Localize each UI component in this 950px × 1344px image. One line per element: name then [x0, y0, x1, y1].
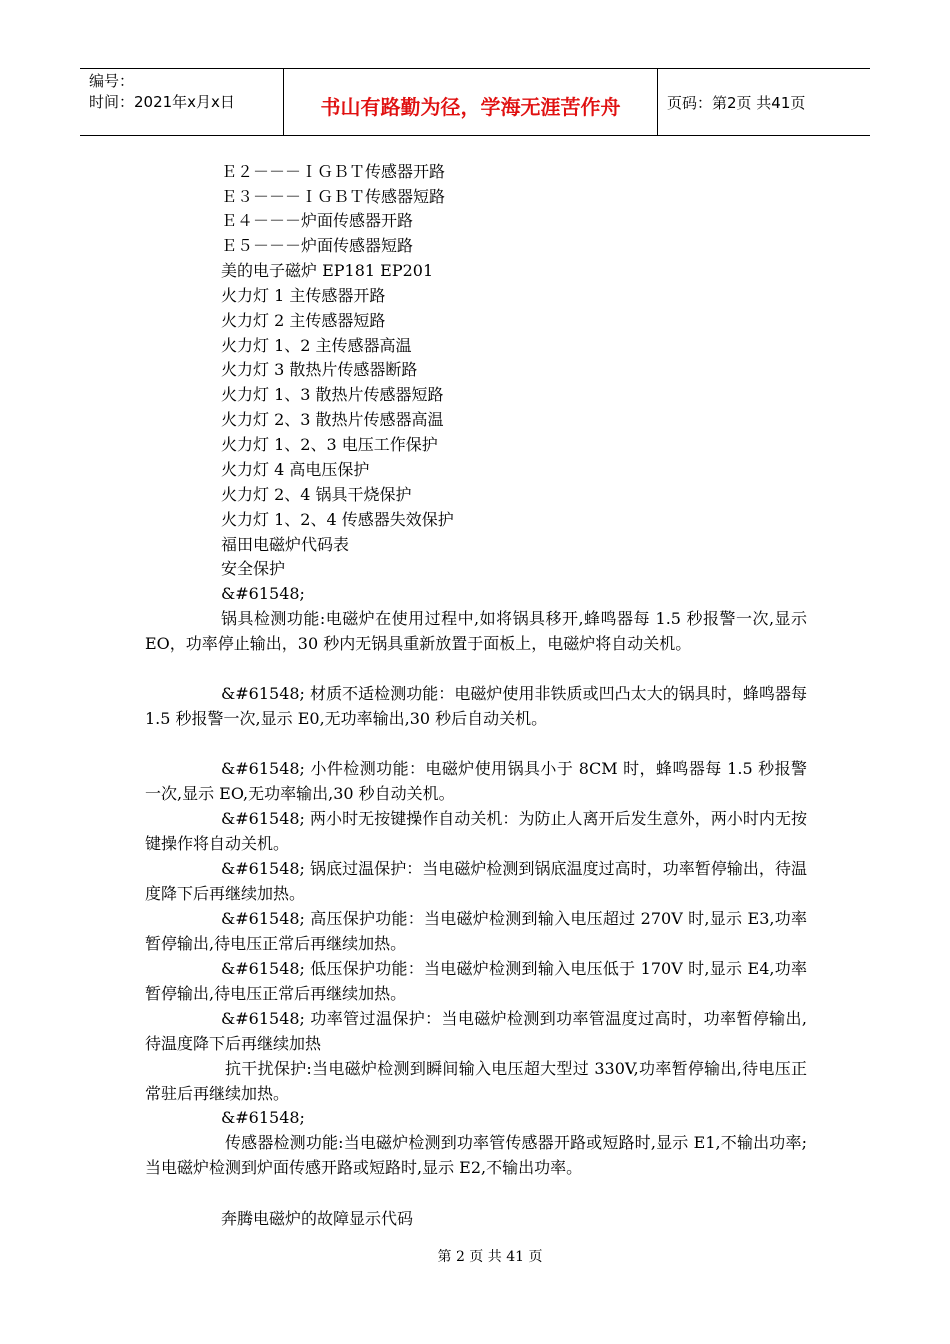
indicator-line: 火力灯 2、3 散热片传感器高温 — [221, 410, 444, 429]
indicator-line: 火力灯 2 主传感器短路 — [221, 311, 386, 330]
section-heading-benteng: 奔腾电磁炉的故障显示代码 — [221, 1209, 414, 1228]
footer-page-number: 第 2 页 共 41 页 — [437, 1249, 543, 1265]
code-line-e5: Ｅ５－－－炉面传感器短路 — [221, 236, 414, 255]
section-heading-midea: 美的电子磁炉 EP181 EP201 — [221, 261, 434, 280]
code-line-e3: Ｅ３－－－ＩＧＢＴ传感器短路 — [221, 187, 446, 206]
paragraph-small-item-detection: &#61548; 小件检测功能：电磁炉使用锅具小于 8CM 时，蜂鸣器每 1.5 秒报警一次,显示 EO,无功率输出,30 秒自动关机。 — [145, 759, 807, 803]
header-motto-cell — [283, 69, 658, 135]
indicator-line: 火力灯 1、2、4 传感器失效保护 — [221, 510, 454, 529]
paragraph-high-voltage: &#61548; 高压保护功能：当电磁炉检测到输入电压超过 270V 时,显示 E3,功率暂停输出,待电压正常后再继续加热。 — [145, 909, 807, 953]
paragraph-material-detection: &#61548; 材质不适检测功能：电磁炉使用非铁质或凹凸太大的锅具时，蜂鸣器每 1.5 秒报警一次,显示 E0,无功率输出,30 秒后自动关机。 — [145, 684, 807, 728]
section-heading-safety: 安全保护 — [221, 559, 286, 578]
indicator-line: 火力灯 1、2 主传感器高温 — [221, 336, 412, 355]
bullet-entity-line: &#61548; — [221, 584, 305, 603]
paragraph-cookware-detection: 锅具检测功能:电磁炉在使用过程中,如将锅具移开,蜂鸣器每 1.5 秒报警一次,显示 EO，功率停止输出，30 秒内无锅具重新放置于面板上，电磁炉将自动关机。 — [145, 609, 807, 653]
code-line-e4: Ｅ４－－－炉面传感器开路 — [221, 211, 414, 230]
paragraph-sensor-detection: 传感器检测功能:当电磁炉检测到功率管传感器开路或短路时,显示 E1,不输出功率;当电磁炉检测到炉面传感开路或短路时,显示 E2,不输出功率。 — [145, 1133, 807, 1177]
indicator-line: 火力灯 1 主传感器开路 — [221, 286, 386, 305]
document-date-label: 时间：2021年x月x日 — [89, 93, 235, 111]
paragraph-anti-interference: 抗干扰保护:当电磁炉检测到瞬间输入电压超大型过 330V,功率暂停输出,待电压正常驻后再继续加热。 — [145, 1059, 807, 1103]
header-left-cell — [80, 69, 283, 135]
indicator-line: 火力灯 2、4 锅具干烧保护 — [221, 485, 412, 504]
indicator-line: 火力灯 3 散热片传感器断路 — [221, 360, 418, 379]
paragraph-power-tube-overheat: &#61548; 功率管过温保护：当电磁炉检测到功率管温度过高时，功率暂停输出,待温度降下后再继续加热 — [145, 1009, 807, 1053]
page-header — [80, 68, 870, 136]
page-footer — [0, 1247, 950, 1267]
bullet-entity-line: &#61548; — [221, 1108, 305, 1127]
code-line-e2: Ｅ２－－－ＩＧＢＴ传感器开路 — [221, 162, 446, 181]
paragraph-auto-shutdown: &#61548; 两小时无按键操作自动关机：为防止人离开后发生意外，两小时内无按键操作将自动关机。 — [145, 809, 807, 853]
document-number-label: 编号： — [89, 72, 135, 90]
header-page-info: 页码：第2页 共41页 — [667, 93, 806, 112]
indicator-line: 火力灯 4 高电压保护 — [221, 460, 370, 479]
paragraph-low-voltage: &#61548; 低压保护功能：当电磁炉检测到输入电压低于 170V 时,显示 E4,功率暂停输出,待电压正常后再继续加热。 — [145, 959, 807, 1003]
section-heading-futian: 福田电磁炉代码表 — [221, 535, 350, 554]
paragraph-pot-overheat: &#61548; 锅底过温保护：当电磁炉检测到锅底温度过高时，功率暂停输出，待温度降下后再继续加热。 — [145, 859, 807, 903]
header-page-info-cell — [658, 69, 870, 135]
header-motto: 书山有路勤为径，学海无涯苦作舟 — [320, 94, 621, 119]
indicator-line: 火力灯 1、3 散热片传感器短路 — [221, 385, 444, 404]
indicator-line: 火力灯 1、2、3 电压工作保护 — [221, 435, 438, 454]
